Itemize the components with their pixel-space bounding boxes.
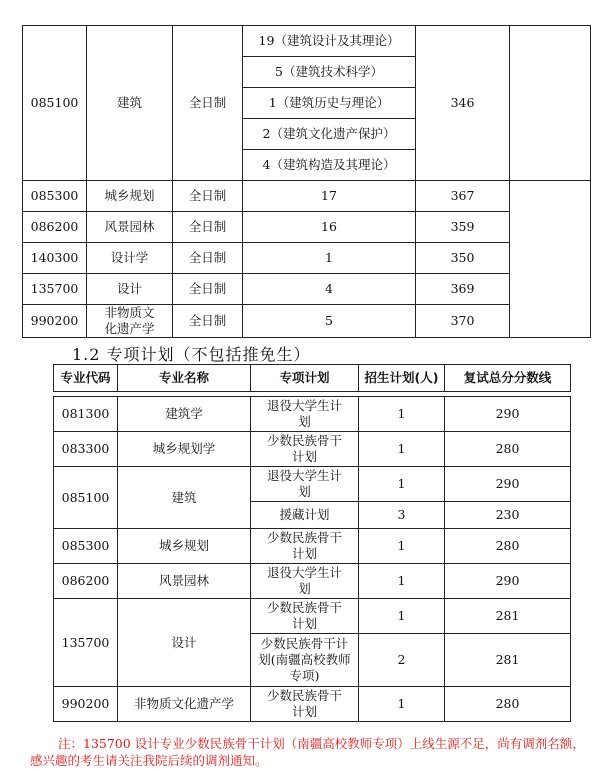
score-line: 281 xyxy=(445,634,571,687)
special-plan: 退役大学生计划 xyxy=(251,467,359,502)
score-line: 290 xyxy=(445,467,571,502)
table-row xyxy=(54,467,571,502)
column-header: 招生计划(人) xyxy=(359,365,445,392)
special-plan: 少数民族骨干计划 xyxy=(251,687,359,722)
empty-cell xyxy=(510,181,591,338)
major-name: 建筑 xyxy=(87,26,173,181)
score-line: 290 xyxy=(445,564,571,599)
plan-count: 1 xyxy=(243,243,416,274)
major-name: 建筑 xyxy=(118,467,251,529)
major-code: 135700 xyxy=(54,599,118,687)
score-line: 280 xyxy=(445,687,571,722)
table-row xyxy=(54,529,571,564)
major-name: 设计 xyxy=(118,599,251,687)
special-plan: 援藏计划 xyxy=(251,502,359,529)
plan-count: 16 xyxy=(243,212,416,243)
enroll-number: 1 xyxy=(359,687,445,722)
major-name: 设计 xyxy=(87,274,173,305)
major-name: 设计学 xyxy=(87,243,173,274)
table-row xyxy=(23,305,591,338)
sub-direction: 2（建筑文化遗产保护） xyxy=(243,119,416,150)
special-plan: 少数民族骨干计划 xyxy=(251,432,359,467)
enroll-number: 1 xyxy=(359,564,445,599)
sub-direction: 5（建筑技术科学） xyxy=(243,57,416,88)
score-line: 367 xyxy=(416,181,510,212)
major-name: 城乡规划 xyxy=(87,181,173,212)
major-code: 085100 xyxy=(54,467,118,529)
major-code: 086200 xyxy=(54,564,118,599)
enroll-number: 3 xyxy=(359,502,445,529)
special-plan: 退役大学生计划 xyxy=(251,397,359,432)
major-code: 083300 xyxy=(54,432,118,467)
plan-count: 5 xyxy=(243,305,416,338)
enroll-number: 1 xyxy=(359,467,445,502)
study-type: 全日制 xyxy=(173,243,243,274)
empty-cell xyxy=(510,26,591,181)
score-line: 350 xyxy=(416,243,510,274)
sub-direction: 4（建筑构造及其理论） xyxy=(243,150,416,181)
major-code: 140300 xyxy=(23,243,87,274)
table-row xyxy=(23,26,591,57)
major-name: 城乡规划 xyxy=(118,529,251,564)
enroll-number: 1 xyxy=(359,432,445,467)
major-code: 086200 xyxy=(23,212,87,243)
major-code: 085300 xyxy=(23,181,87,212)
study-type: 全日制 xyxy=(173,305,243,338)
special-plan: 少数民族骨干计划(南疆高校教师专项) xyxy=(251,634,359,687)
table-row xyxy=(23,274,591,305)
special-plan: 少数民族骨干计划 xyxy=(251,529,359,564)
table-row xyxy=(54,564,571,599)
study-type: 全日制 xyxy=(173,274,243,305)
score-line: 280 xyxy=(445,432,571,467)
major-name: 风景园林 xyxy=(87,212,173,243)
table-row xyxy=(54,397,571,432)
plan-count: 17 xyxy=(243,181,416,212)
sub-direction: 1（建筑历史与理论） xyxy=(243,88,416,119)
table-general-plan xyxy=(22,25,591,338)
table-row xyxy=(23,243,591,274)
table-row xyxy=(23,212,591,243)
major-name: 建筑学 xyxy=(118,397,251,432)
major-code: 135700 xyxy=(23,274,87,305)
column-header: 专业名称 xyxy=(118,365,251,392)
major-code: 085300 xyxy=(54,529,118,564)
plan-count: 4 xyxy=(243,274,416,305)
score-line: 346 xyxy=(416,26,510,181)
major-code: 990200 xyxy=(54,687,118,722)
major-name: 风景园林 xyxy=(118,564,251,599)
section-title: 1.2 专项计划（不包括推免生） xyxy=(72,345,311,364)
enroll-number: 1 xyxy=(359,599,445,634)
study-type: 全日制 xyxy=(173,212,243,243)
score-line: 281 xyxy=(445,599,571,634)
study-type: 全日制 xyxy=(173,181,243,212)
table-row xyxy=(54,432,571,467)
column-header: 专业代码 xyxy=(54,365,118,392)
table-row xyxy=(54,687,571,722)
adjustment-note: 注：135700 设计专业少数民族骨干计划（南疆高校教师专项）上线生源不足，尚有调剂名额，感兴趣的考生请关注我院后续的调剂通知。 xyxy=(30,736,585,768)
table-row xyxy=(54,599,571,634)
table-row xyxy=(23,181,591,212)
sub-direction: 19（建筑设计及其理论） xyxy=(243,26,416,57)
major-code: 081300 xyxy=(54,397,118,432)
major-name: 城乡规划学 xyxy=(118,432,251,467)
score-line: 230 xyxy=(445,502,571,529)
special-plan: 少数民族骨干计划 xyxy=(251,599,359,634)
major-code: 085100 xyxy=(23,26,87,181)
major-name: 非物质文化遗产学 xyxy=(118,687,251,722)
score-line: 369 xyxy=(416,274,510,305)
column-header: 专项计划 xyxy=(251,365,359,392)
column-header: 复试总分分数线 xyxy=(445,365,571,392)
special-plan: 退役大学生计划 xyxy=(251,564,359,599)
score-line: 280 xyxy=(445,529,571,564)
enroll-number: 1 xyxy=(359,397,445,432)
score-line: 290 xyxy=(445,397,571,432)
score-line: 370 xyxy=(416,305,510,338)
major-name: 非物质文化遗产学 xyxy=(87,305,173,338)
table-special-plan xyxy=(53,364,571,722)
major-code: 990200 xyxy=(23,305,87,338)
enroll-number: 2 xyxy=(359,634,445,687)
enroll-number: 1 xyxy=(359,529,445,564)
table-header-row xyxy=(54,365,571,392)
study-type: 全日制 xyxy=(173,26,243,181)
score-line: 359 xyxy=(416,212,510,243)
